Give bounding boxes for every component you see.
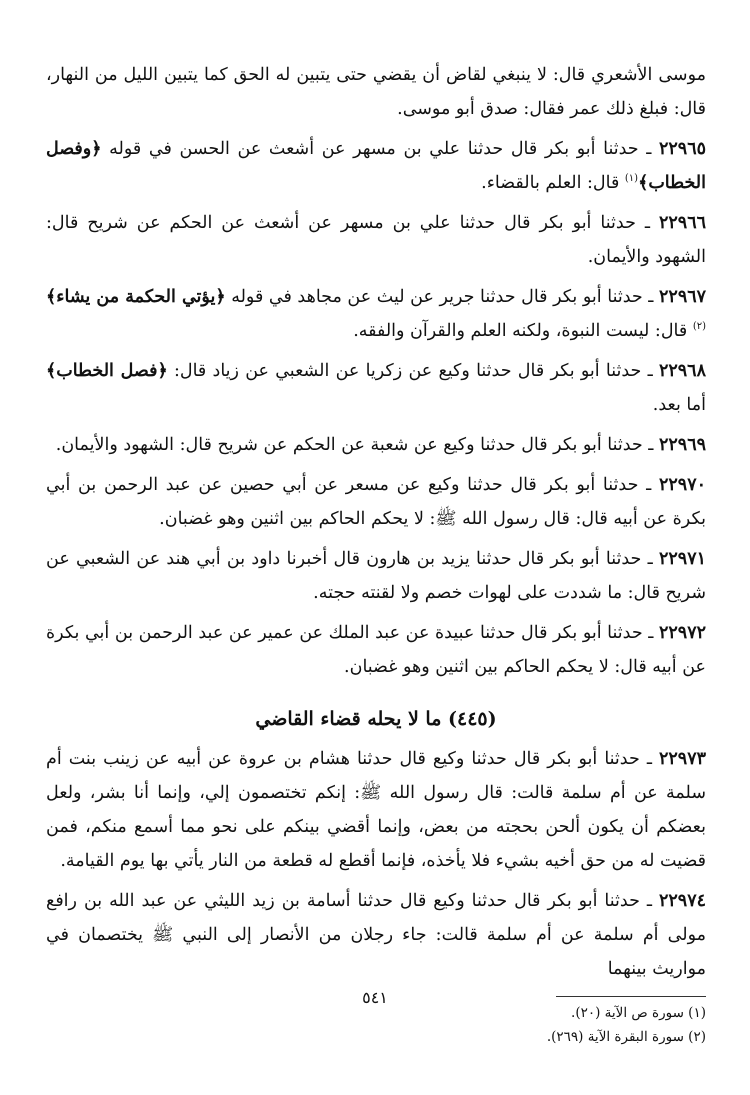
- page-number: ٥٤١: [362, 988, 388, 1007]
- hadith-22967: [46, 280, 706, 348]
- hadith-number: ٢٢٩٦٥: [659, 139, 706, 159]
- hadith-22965: [46, 132, 706, 200]
- footnote-2: (٢) سورة البقرة الآية (٢٦٩).: [546, 1029, 706, 1045]
- quran-quote: ﴿يؤتي الحكمة من يشاء﴾: [46, 287, 226, 307]
- hadith-22971: [46, 542, 706, 610]
- hadith-number: ٢٢٩٦٦: [659, 213, 706, 233]
- hadith-text-end: قال: ليست النبوة، ولكنه العلم والقرآن والفقه.: [353, 321, 693, 341]
- hadith-text: ـ حدثنا أبو بكر قال حدثنا وكيع قال حدثنا هشام بن عروة عن أبيه عن زينب بنت أم سلمة عن أم سلمة قالت: قال رسول الله ﷺ: إنكم تختصمون إلي، وإنما أنا بشر، ولعل بعضكم أن يكون ألحن بحجته من بعض، وإنما أقضي بينكم على نحو مما أسمع منكم، فمن قضيت له من حق أخيه بشيء فلا يأخذه، فإنما أقطع له قطعة من النار يأتي بها يوم القيامة.: [46, 749, 706, 871]
- hadith-22973: [46, 742, 706, 878]
- hadith-text: ـ حدثنا أبو بكر قال حدثنا وكيع عن زكريا عن الشعبي عن زياد قال:: [167, 361, 659, 381]
- footnote-ref[interactable]: (١): [624, 173, 639, 185]
- hadith-number: ٢٢٩٧٣: [659, 749, 706, 769]
- intro-text: موسى الأشعري قال: لا ينبغي لقاض أن يقضي حتى يتبين له الحق كما يتبين الليل من النهار، قال: فبلغ ذلك عمر فقال: صدق أبو موسى.: [46, 65, 706, 119]
- hadith-number: ٢٢٩٧٤: [659, 891, 706, 911]
- hadith-22966: [46, 206, 706, 274]
- hadith-text: ـ حدثنا أبو بكر قال حدثنا وكيع قال حدثنا أسامة بن زيد الليثي عن عبد الله بن رافع مولى أم سلمة عن أم سلمة قالت: جاء رجلان من الأنصار إلى النبي ﷺ يختصمان في مواريث بينهما: [46, 891, 706, 979]
- quran-quote: ﴿وفصل الخطاب﴾: [46, 139, 706, 193]
- hadith-number: ٢٢٩٦٩: [659, 435, 706, 455]
- hadith-text: ـ حدثنا أبو بكر قال حدثنا علي بن مسهر عن أشعث عن الحسن في قوله: [101, 139, 659, 159]
- hadith-number: ٢٢٩٧٢: [659, 623, 706, 643]
- hadith-22968: [46, 354, 706, 422]
- hadith-text: ـ حدثنا أبو بكر قال حدثنا يزيد بن هارون قال أخبرنا داود بن أبي هند عن الشعبي عن شريح قال: ما شددت على لهوات خصم ولا لقنته حجته.: [46, 549, 706, 603]
- hadith-22972: [46, 616, 706, 684]
- hadith-number: ٢٢٩٧١: [659, 549, 706, 569]
- hadith-number: ٢٢٩٦٨: [658, 361, 706, 381]
- hadith-22970: [46, 468, 706, 536]
- intro-paragraph: [46, 58, 706, 126]
- hadith-number: ٢٢٩٧٠: [659, 475, 706, 495]
- hadith-text: ـ حدثنا أبو بكر قال حدثنا علي بن مسهر عن أشعث عن الحكم عن شريح قال: الشهود والأيمان.: [46, 213, 706, 267]
- footnote-1: (١) سورة ص الآية (٢٠).: [571, 1005, 706, 1021]
- hadith-text: ـ حدثنا أبو بكر قال حدثنا جرير عن ليث عن مجاهد في قوله: [225, 287, 660, 307]
- quran-quote: ﴿فصل الخطاب﴾: [46, 361, 168, 381]
- hadith-text-end: أما بعد.: [652, 395, 706, 415]
- hadith-number: ٢٢٩٦٧: [659, 287, 707, 307]
- chapter-heading: (٤٤٥) ما لا يحله قضاء القاضي: [255, 708, 497, 730]
- hadith-22974: [46, 884, 706, 986]
- footnote-ref[interactable]: (٢): [692, 321, 706, 333]
- hadith-22969: [46, 428, 706, 462]
- hadith-text-end: قال: العلم بالقضاء.: [481, 173, 625, 193]
- hadith-text: ـ حدثنا أبو بكر قال حدثنا وكيع عن شعبة عن الحكم عن شريح قال: الشهود والأيمان.: [55, 435, 659, 455]
- hadith-text: ـ حدثنا أبو بكر قال حدثنا وكيع عن مسعر عن أبي حصين عن عبد الرحمن بن أبي بكرة عن أبيه قال: قال رسول الله ﷺ: لا يحكم الحاكم بين اثنين وهو غضبان.: [46, 475, 706, 529]
- hadith-text: ـ حدثنا أبو بكر قال حدثنا عبيدة عن عبد الملك عن عمير عن عبد الرحمن بن أبي بكرة عن أبيه قال: لا يحكم الحاكم بين اثنين وهو غضبان.: [46, 623, 706, 677]
